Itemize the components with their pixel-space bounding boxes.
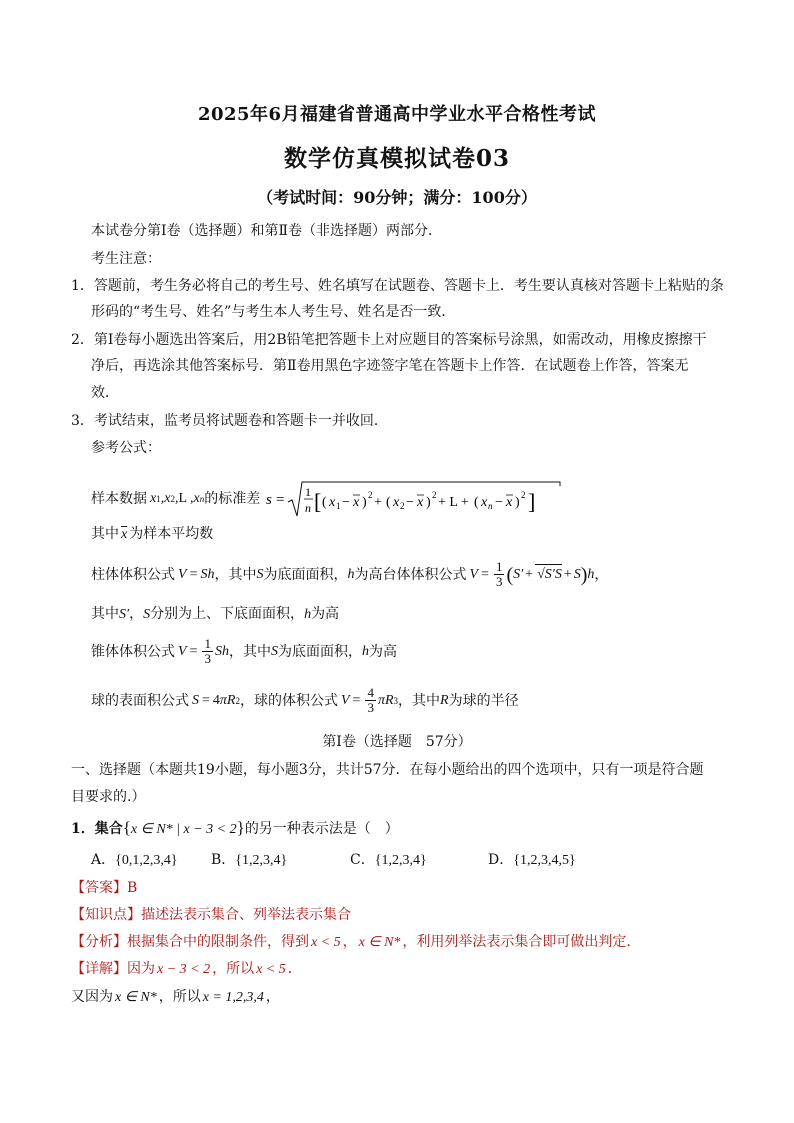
svg-text:n: n bbox=[488, 501, 493, 511]
option-d[interactable]: D．{1,2,3,4,5} bbox=[488, 852, 576, 868]
knowledge-line: 【知识点】描述法表示集合、列举法表示集合 bbox=[71, 907, 351, 923]
svg-text:(: ( bbox=[386, 495, 391, 510]
prism-frustum-formula: 柱体体积公式 V = Sh ，其中 S 为底面面积， h 为高台体体积公式 V = $\frac{1}{3}$ ( S′ + √S′S + S ) h ， bbox=[91, 559, 609, 589]
frustum-note: 其中S′，S分别为上、下底面面积，h为高 bbox=[91, 606, 340, 622]
answer-value: B bbox=[127, 880, 138, 896]
analysis-line: 【分析】根据集合中的限制条件，得到 x < 5 ， x ∈ N* ，利用列举法表示集合即可做出判定. bbox=[71, 934, 631, 950]
reference-heading: 参考公式： bbox=[91, 440, 161, 456]
option-c[interactable]: C．{1,2,3,4} bbox=[350, 852, 427, 868]
detail-line: 【详解】因为 x − 3 < 2 ，所以 x < 5 ． bbox=[71, 961, 302, 977]
svg-text:): ) bbox=[362, 495, 367, 510]
detail-line-2: 又因为 x ∈ N* ，所以 x = 1,2,3,4 ， bbox=[71, 989, 280, 1005]
notice-2a: 2．第Ⅰ卷每小题选出答案后，用2B铅笔把答题卡上对应题目的答案标号涂黑，如需改动，用橡皮擦擦干 bbox=[71, 332, 707, 348]
svg-text:[: [ bbox=[314, 489, 322, 514]
section-desc-b: 目要求的.） bbox=[71, 789, 146, 805]
svg-text:x: x bbox=[417, 495, 424, 510]
svg-text:1: 1 bbox=[336, 501, 341, 511]
mean-note: 其中 $\overline{x}$ 为样本平均数 bbox=[91, 526, 214, 542]
question-1-stem: 1．集合{x ∈ N* | x − 3 < 2}的另一种表示法是（ ） bbox=[71, 818, 399, 837]
svg-text:−: − bbox=[495, 495, 504, 510]
notice-1b: 形码的“考生号、姓名”与考生本人考生号、姓名是否一致． bbox=[91, 304, 456, 320]
svg-text:+ L +: + L + bbox=[438, 495, 470, 510]
svg-text:): ) bbox=[515, 495, 520, 510]
svg-text:1: 1 bbox=[305, 485, 312, 499]
svg-text:2: 2 bbox=[521, 490, 526, 500]
sphere-formula: 球的表面积公式 S = 4 πR 2 ，球的体积公式 V = $\frac{4}{3}$ πR 3 ，其中 R 为球的半径 bbox=[91, 685, 519, 715]
notice-heading: 考生注意： bbox=[91, 251, 161, 267]
section-desc-a: 一、选择题（本题共19小题，每小题3分，共计57分．在每小题给出的四个选项中，只有一项是符合题 bbox=[71, 762, 704, 778]
fraction-one-third: $\frac{1}{3}$ bbox=[495, 559, 503, 589]
exam-time-note: （考试时间：90分钟；满分：100分） bbox=[257, 188, 537, 207]
svg-text:): ) bbox=[426, 495, 431, 510]
paper-title: 数学仿真模拟试卷03 bbox=[283, 145, 510, 172]
intro-line: 本试卷分第Ⅰ卷（选择题）和第Ⅱ卷（非选择题）两部分． bbox=[91, 223, 443, 239]
svg-text:x: x bbox=[506, 495, 513, 510]
notice-1a: 1．答题前，考生务必将自己的考生号、姓名填写在试题卷、答题卡上．考生要认真核对答题卡上粘贴的条 bbox=[71, 278, 724, 294]
svg-text:x: x bbox=[329, 495, 336, 510]
notice-2b: 净后，再选涂其他答案标号．第Ⅱ卷用黑色字迹签字笔在答题卡上作答．在试题卷上作答，答案无 bbox=[91, 358, 689, 374]
notice-2c: 效． bbox=[91, 385, 119, 401]
option-a[interactable]: A．{0,1,2,3,4} bbox=[91, 852, 178, 868]
option-b[interactable]: B．{1,2,3,4} bbox=[211, 852, 288, 868]
svg-text:2: 2 bbox=[400, 501, 405, 511]
cone-formula: 锥体体积公式 V = $\frac{1}{3}$ Sh ，其中 S 为底面面积， h 为高 bbox=[91, 636, 397, 666]
notice-3: 3．考试结束，监考员将试题卷和答题卡一并收回． bbox=[71, 413, 388, 429]
svg-text:−: − bbox=[406, 495, 415, 510]
svg-text:+: + bbox=[374, 495, 383, 510]
svg-text:2: 2 bbox=[368, 490, 373, 500]
std-dev-formula: 样本数据 x 1 , x 2 ,L , x n 的标准差 s = 1 n [ ( x 1 − x ) 2 + ( x 2 − x ) 2 + L + ( x n − x ) 2 ] bbox=[91, 478, 564, 520]
svg-text:(: ( bbox=[474, 495, 479, 510]
svg-text:2: 2 bbox=[432, 490, 437, 500]
svg-text:s: s bbox=[266, 492, 273, 508]
answer-tag: 【答案】 bbox=[71, 880, 127, 896]
fraction-four-thirds: $\frac{4}{3}$ bbox=[367, 685, 374, 715]
svg-text:=: = bbox=[276, 492, 285, 508]
std-dev-expression bbox=[264, 478, 564, 520]
exam-title: 2025年6月福建省普通高中学业水平合格性考试 bbox=[197, 104, 597, 125]
svg-text:(: ( bbox=[322, 495, 327, 510]
svg-text:n: n bbox=[305, 501, 312, 515]
section-heading: 第Ⅰ卷（选择题 57分） bbox=[322, 734, 472, 750]
svg-text:x: x bbox=[353, 495, 360, 510]
svg-text:−: − bbox=[342, 495, 351, 510]
svg-text:x: x bbox=[481, 495, 488, 510]
svg-text:x: x bbox=[393, 495, 400, 510]
svg-text:]: ] bbox=[528, 489, 536, 514]
answer-line bbox=[71, 878, 137, 898]
fraction-one-third: $\frac{1}{3}$ bbox=[204, 636, 211, 666]
